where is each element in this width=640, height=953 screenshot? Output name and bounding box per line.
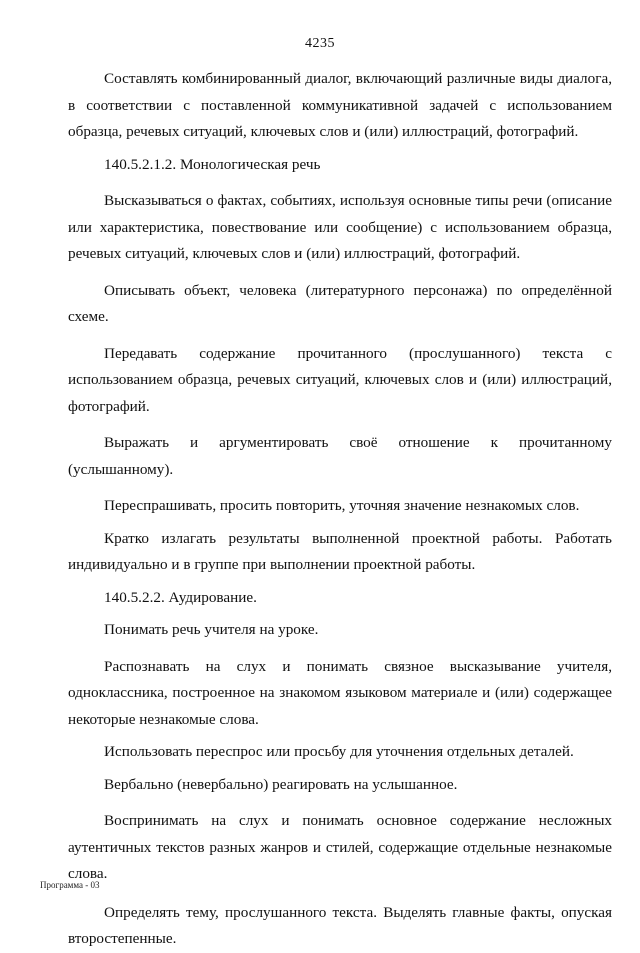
section-heading-listening: 140.5.2.2. Аудирование. (104, 588, 257, 606)
paragraph-perceive: Воспринимать на слух и понимать основное содержание несложных аутентичных текстов разных жанров и стилей, содержащие отдельные незнакомые слова. (68, 812, 612, 882)
paragraph-react: Вербально (невербально) реагировать на услышанное. (104, 775, 458, 793)
paragraph-teacher-speech: Понимать речь учителя на уроке. (104, 621, 319, 638)
paragraph-retell: Передавать содержание прочитанного (прослушанного) текста с использованием образца, речевых ситуаций, ключевых слов и (или) иллюстраций, фотографий. (68, 344, 612, 415)
paragraph-recognize: Распознавать на слух и понимать связное высказывание учителя, одноклассника, построенное на знакомом языковом материале и (или) содержащее некоторые незнакомые слова. (68, 657, 612, 728)
paragraph-facts: Высказываться о фактах, событиях, используя основные типы речи (описание или характеристика, повествование или сообщение) с использованием образца, речевых ситуаций, ключевых слов и (или) иллюстраций, фотографий. (68, 192, 612, 262)
paragraph-ask: Переспрашивать, просить повторить, уточняя значение незнакомых слов. (104, 497, 580, 514)
paragraph-describe: Описывать объект, человека (литературного персонажа) по определённой схеме. (68, 281, 612, 325)
paragraph-dialog: Составлять комбинированный диалог, включающий различные виды диалога, в соответствии с поставленной коммуникативной задачей с использованием образца, речевых ситуаций, ключевых слов и (или) иллюстраций, фотографий. (68, 70, 612, 140)
paragraph-project: Кратко излагать результаты выполненной проектной работы. Работать индивидуально и в группе при выполнении проектной работы. (68, 529, 612, 573)
page-body (68, 66, 612, 953)
paragraph-express: Выражать и аргументировать своё отношение к прочитанному (услышанному). (68, 434, 612, 478)
section-heading-monolog: 140.5.2.1.2. Монологическая речь (104, 155, 321, 173)
paragraph-topic: Определять тему, прослушанного текста. Выделять главные факты, опуская второстепенные. (68, 903, 612, 947)
page-number: 4235 (305, 36, 335, 51)
footer-label: Программа - 03 (40, 880, 100, 890)
paragraph-clarify: Использовать переспрос или просьбу для уточнения отдельных деталей. (104, 743, 574, 760)
